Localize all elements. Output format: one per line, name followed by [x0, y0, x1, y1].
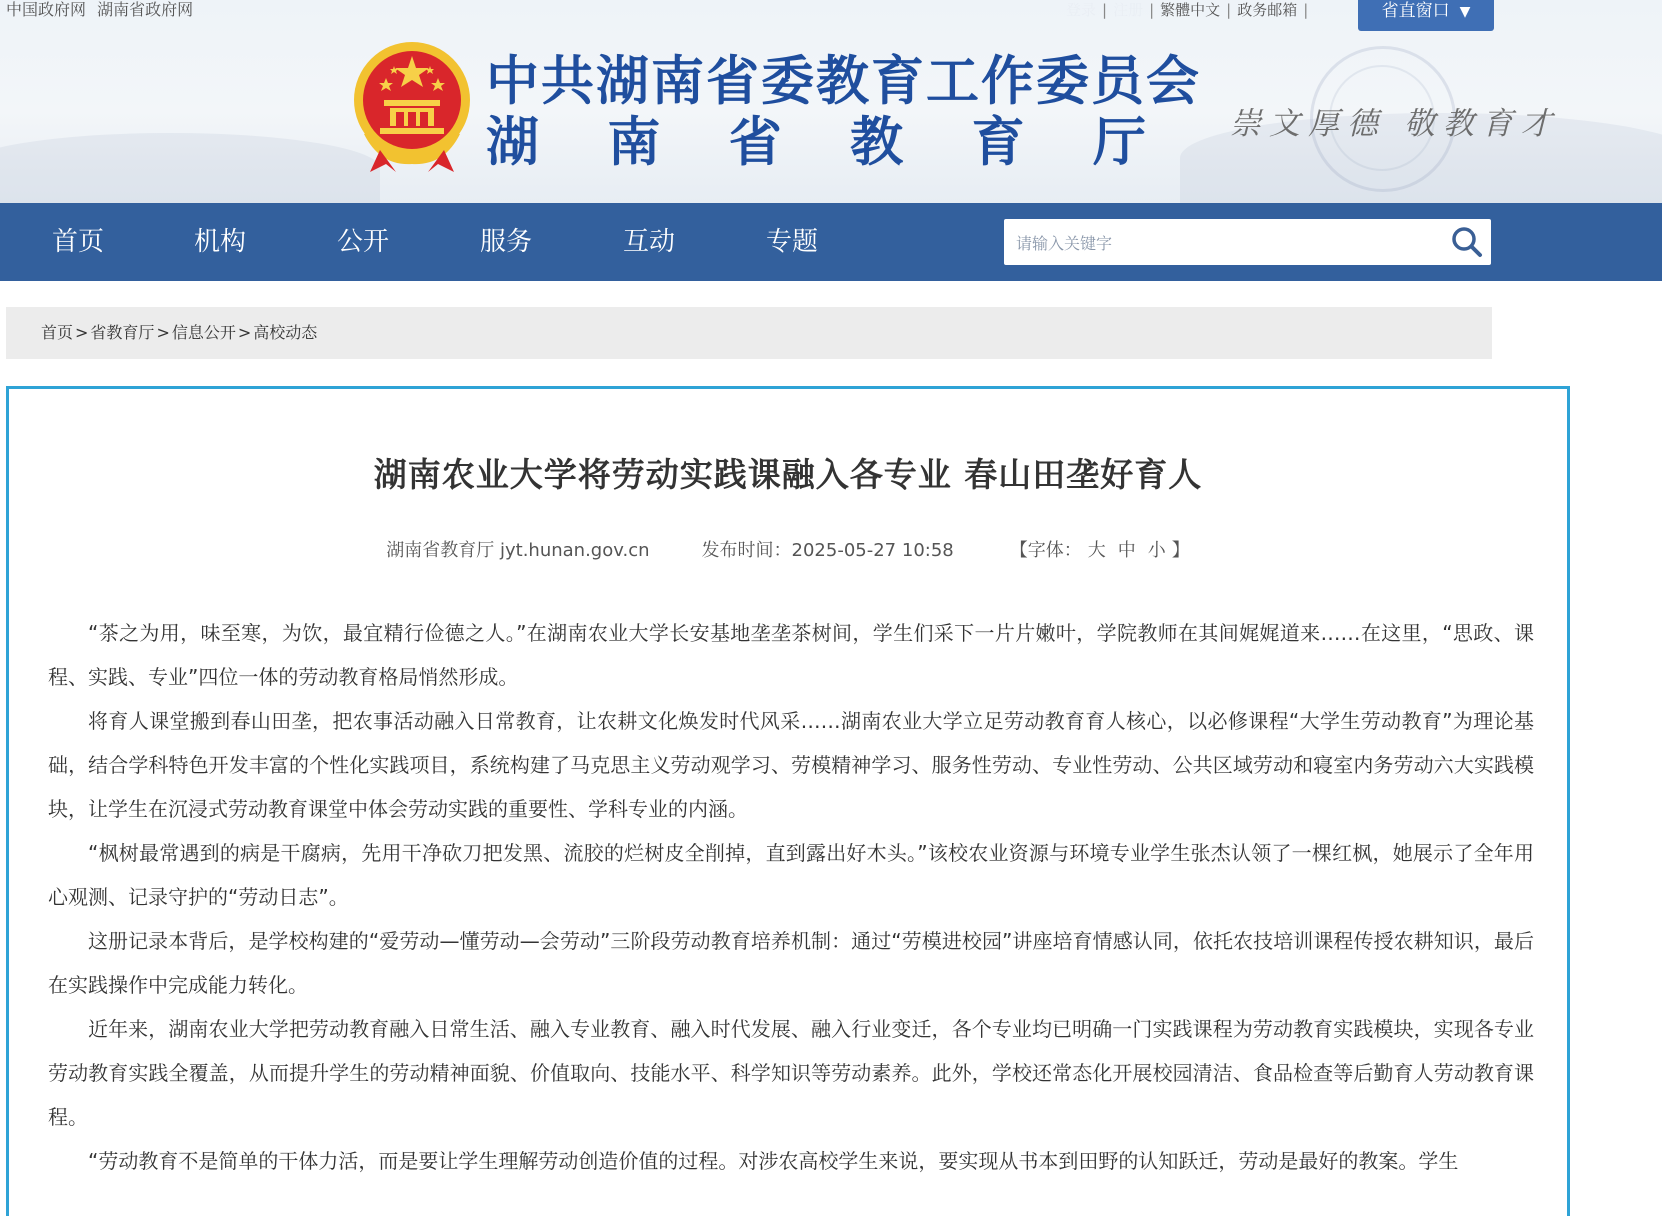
article-body: [48, 611, 1534, 1183]
breadcrumb-home[interactable]: 首页: [41, 323, 74, 342]
article-paragraph: “茶之为用，味至寒，为饮，最宜精行俭德之人。”在湖南农业大学长安基地垄垄茶树间，学生们采下一片片嫩叶，学院教师在其间娓娓道来……在这里，“思政、课程、实践、专业”四位一体的劳动教育格局悄然形成。: [48, 621, 1534, 689]
site-title-line2: [486, 112, 1146, 174]
breadcrumb-separator: >: [75, 323, 89, 342]
search-box: [1004, 219, 1491, 265]
site-title-char: 教: [850, 112, 904, 173]
font-size-switch: [1010, 540, 1190, 561]
chevron-down-icon: ▼: [1459, 4, 1471, 20]
breadcrumb-separator: >: [237, 323, 252, 342]
provincial-window-button[interactable]: [1358, 0, 1494, 31]
nav-item-home[interactable]: 首页: [52, 227, 105, 257]
site-title-char: 湖: [486, 112, 539, 173]
breadcrumb-education-dept[interactable]: 省教育厅: [90, 323, 155, 342]
decor-mountain: [0, 133, 380, 203]
breadcrumb-university-news[interactable]: 高校动态: [253, 323, 318, 342]
article-paragraph: 这册记录本背后，是学校构建的“爱劳动—懂劳动—会劳动”三阶段劳动教育培养机制：通过“劳模进校园”讲座培育情感认同，依托农技培训课程传授农耕知识，最后在实践操作中完成能力转化。: [48, 929, 1534, 997]
breadcrumb-info-public[interactable]: 信息公开: [171, 323, 236, 342]
provincial-window-label: 省直窗口: [1381, 1, 1450, 21]
breadcrumb: [6, 307, 1492, 359]
link-gov-cn[interactable]: 中国政府网: [6, 0, 87, 19]
article-source: 湖南省教育厅 jyt.hunan.gov.cn: [386, 540, 650, 561]
slogan: 崇文厚德 敬教育才: [1230, 106, 1560, 142]
breadcrumb-separator: >: [156, 323, 170, 342]
font-size-small[interactable]: 小: [1147, 540, 1166, 561]
site-title-line1: 中共湖南省委教育工作委员会: [486, 51, 1201, 112]
article-paragraph: 将育人课堂搬到春山田垄，把农事活动融入日常教育，让农耕文化焕发时代风采……湖南农业大学立足劳动教育育人核心，以必修课程“大学生劳动教育”为理论基础，结合学科特色开发丰富的个性化实践项目，系统构建了马克思主义劳动观学习、劳模精神学习、服务性劳动、专业性劳动、公共区域劳动和寝室内务劳动六大实践模块，让学生在沉浸式劳动教育课堂中体会劳动实践的重要性、学科专业的内涵。: [48, 709, 1534, 821]
article-container: [6, 386, 1570, 1216]
register-link[interactable]: 注册: [1113, 1, 1144, 19]
separator: |: [1102, 1, 1108, 19]
site-title-char: 厅: [1092, 112, 1146, 173]
site-title-char: 省: [728, 112, 782, 173]
article-paragraph: “劳动教育不是简单的干体力活，而是要让学生理解劳动创造价值的过程。对涉农高校学生来说，要实现从书本到田野的认知跃迁，劳动是最好的教案。学生: [88, 1149, 1459, 1173]
top-links-left: [6, 0, 199, 20]
site-title-char: 育: [971, 112, 1025, 173]
article-meta: [9, 536, 1567, 562]
nav-item-service[interactable]: 服务: [480, 227, 533, 257]
font-size-label: 【字体：: [1009, 540, 1082, 561]
article-title: 湖南农业大学将劳动实践课融入各专业 春山田垄好育人: [373, 455, 1203, 494]
login-link[interactable]: 登录: [1066, 1, 1097, 19]
nav-item-interaction[interactable]: 互动: [623, 227, 676, 257]
search-icon[interactable]: [1449, 224, 1485, 260]
font-size-label-close: 】: [1171, 540, 1190, 561]
publish-time: 2025-05-27 10:58: [791, 540, 954, 561]
separator: |: [1303, 1, 1309, 19]
nav-item-topics[interactable]: 专题: [766, 227, 819, 257]
search-input[interactable]: [1014, 219, 1438, 267]
font-size-large[interactable]: 大: [1087, 540, 1106, 561]
font-size-medium[interactable]: 中: [1117, 540, 1136, 561]
national-emblem-icon: [350, 38, 474, 174]
link-hunan-gov[interactable]: 湖南省政府网: [97, 0, 194, 19]
article-paragraph: “枫树最常遇到的病是干腐病，先用干净砍刀把发黑、流胶的烂树皮全削掉，直到露出好木头。”该校农业资源与环境专业学生张杰认领了一棵红枫，她展示了全年用心观测、记录守护的“劳动日志”。: [48, 841, 1534, 909]
separator: |: [1226, 1, 1232, 19]
nav-item-organization[interactable]: 机构: [194, 227, 247, 257]
mailbox-link[interactable]: 政务邮箱: [1237, 1, 1298, 19]
top-links-right: [1066, 0, 1314, 20]
separator: |: [1149, 1, 1155, 19]
site-title-char: 南: [607, 112, 661, 173]
publish-time-label: 发布时间：: [701, 540, 792, 561]
nav-item-public[interactable]: 公开: [337, 227, 390, 257]
site-header: [0, 0, 1662, 203]
article-paragraph: 近年来，湖南农业大学把劳动教育融入日常生活、融入专业教育、融入时代发展、融入行业变迁，各个专业均已明确一门实践课程为劳动教育实践模块，实现各专业劳动教育实践全覆盖，从而提升学生的劳动精神面貌、价值取向、技能水平、科学知识等劳动素养。此外，学校还常态化开展校园清洁、食品检查等后勤育人劳动教育课程。: [48, 1017, 1534, 1129]
traditional-chinese-link[interactable]: 繁體中文: [1160, 1, 1221, 19]
